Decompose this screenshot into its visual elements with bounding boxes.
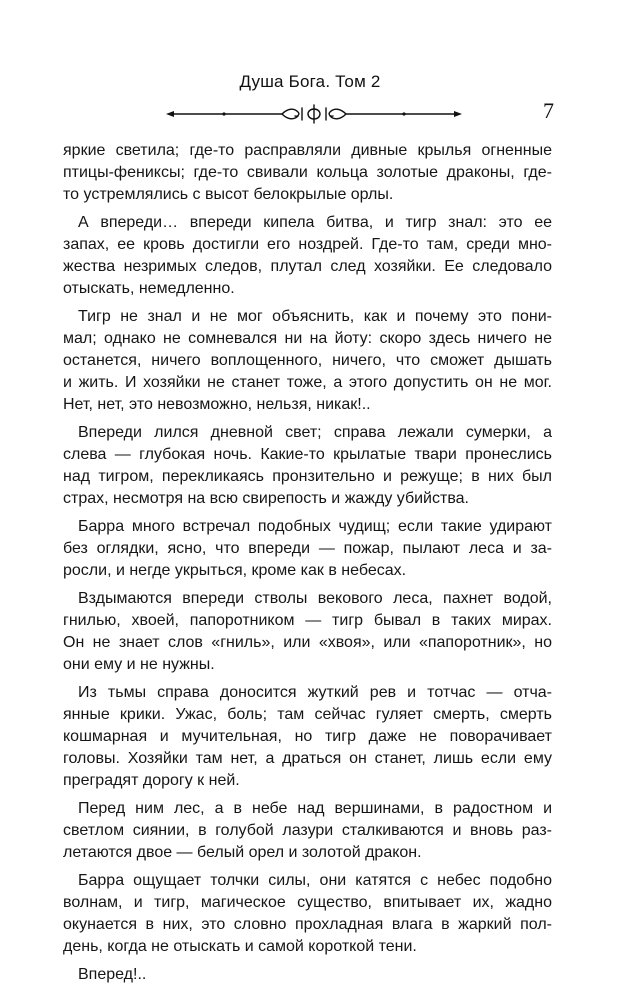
text-line: то устремлялись с высот белокрылые орлы.: [63, 186, 394, 203]
text-line: преградят дорогу к ней.: [63, 772, 240, 789]
text-line: Вперед!..: [78, 966, 147, 983]
text-line: окунается в них, это словно прохладная влага в жаркий пол-: [63, 916, 552, 933]
text-line: головы. Хозяйки там нет, а драться он станет, лишь если ему: [63, 750, 552, 767]
text-line: волнам, и тигр, магическое существо, впитывает их, жадно: [63, 894, 552, 911]
text-line: летаются двое — белый орел и золотой дракон.: [63, 844, 422, 861]
text-line: и жить. И хозяйки не станет тоже, а этого допустить он не мог.: [63, 374, 552, 391]
text-line: яркие светила; где-то расправляли дивные крылья огненные: [63, 142, 552, 159]
paragraph: [63, 212, 552, 300]
paragraph: [63, 140, 552, 206]
text-line: над тигром, перекликаясь пронзительно и режуще; в них был: [63, 468, 552, 485]
paragraph: [63, 964, 552, 986]
running-title: Душа Бога. Том 2: [239, 72, 381, 91]
text-line: жества незримых следов, плутал след хозяйки. Ее следовало: [63, 258, 552, 275]
paragraph: [63, 306, 552, 416]
paragraph: [63, 422, 552, 510]
text-line: Барра ощущает толчки силы, они катятся с небес подобно: [78, 872, 552, 889]
body-text: [63, 140, 552, 992]
text-line: мал; однако не сомневался ни на йоту: скоро здесь ничего не: [63, 330, 552, 347]
text-line: страх, несмотря на всю свирепость и жажду убийства.: [63, 490, 469, 507]
text-line: росли, и негде укрыться, кроме как в небесах.: [63, 562, 407, 579]
text-line: А впереди… впереди кипела битва, и тигр знал: это ее: [78, 214, 552, 231]
paragraph: [63, 798, 552, 864]
text-line: Вздымаются впереди стволы векового леса, пахнет водой,: [78, 590, 552, 607]
text-line: Из тьмы справа доносится жуткий рев и тотчас — отча-: [78, 684, 552, 701]
text-line: отыскать, немедленно.: [63, 280, 235, 297]
text-line: день, когда не отыскать и самой короткой тени.: [63, 938, 417, 955]
text-line: кошмарная и мучительная, но тигр даже не поворачивает: [63, 728, 552, 745]
text-line: светлом сиянии, в голубой лазури сталкиваются и вновь раз-: [63, 822, 552, 839]
paragraph: [63, 516, 552, 582]
text-line: гнилью, хвоей, папоротником — тигр бывал в таких мирах.: [63, 612, 552, 629]
text-line: Барра много встречал подобных чудищ; если такие удирают: [78, 518, 552, 535]
text-line: запах, ее кровь достигли его ноздрей. Где-то там, среди мно-: [63, 236, 552, 253]
text-line: Перед ним лес, а в небе над вершинами, в радостном и: [78, 800, 552, 817]
text-line: Нет, нет, это невозможно, нельзя, никак!..: [63, 396, 371, 413]
paragraph: [63, 588, 552, 676]
text-line: слева — глубокая ночь. Какие-то крылатые твари пронеслись: [63, 446, 552, 463]
text-line: они ему и не нужны.: [63, 656, 215, 673]
text-line: Он не знает слов «гниль», или «хвоя», или «папоротник», но: [63, 634, 552, 651]
text-line: без оглядки, ясно, что впереди — пожар, пылают леса и за-: [63, 540, 552, 557]
ornamental-divider-icon: [164, 102, 464, 126]
text-line: останется, ничего воплощенного, ничего, что сможет дышать: [63, 352, 552, 369]
paragraph: [63, 682, 552, 792]
paragraph: [63, 870, 552, 958]
text-line: янные крики. Ужас, боль; там сейчас гуляет смерть, смерть: [63, 706, 552, 723]
page-number: 7: [543, 98, 554, 123]
text-line: Тигр не знал и не мог объяснить, как и почему это пони-: [78, 308, 552, 325]
text-line: птицы-фениксы; где-то свивали кольца золотые драконы, где-: [63, 164, 552, 181]
text-line: Впереди лился дневной свет; справа лежали сумерки, а: [78, 424, 552, 441]
